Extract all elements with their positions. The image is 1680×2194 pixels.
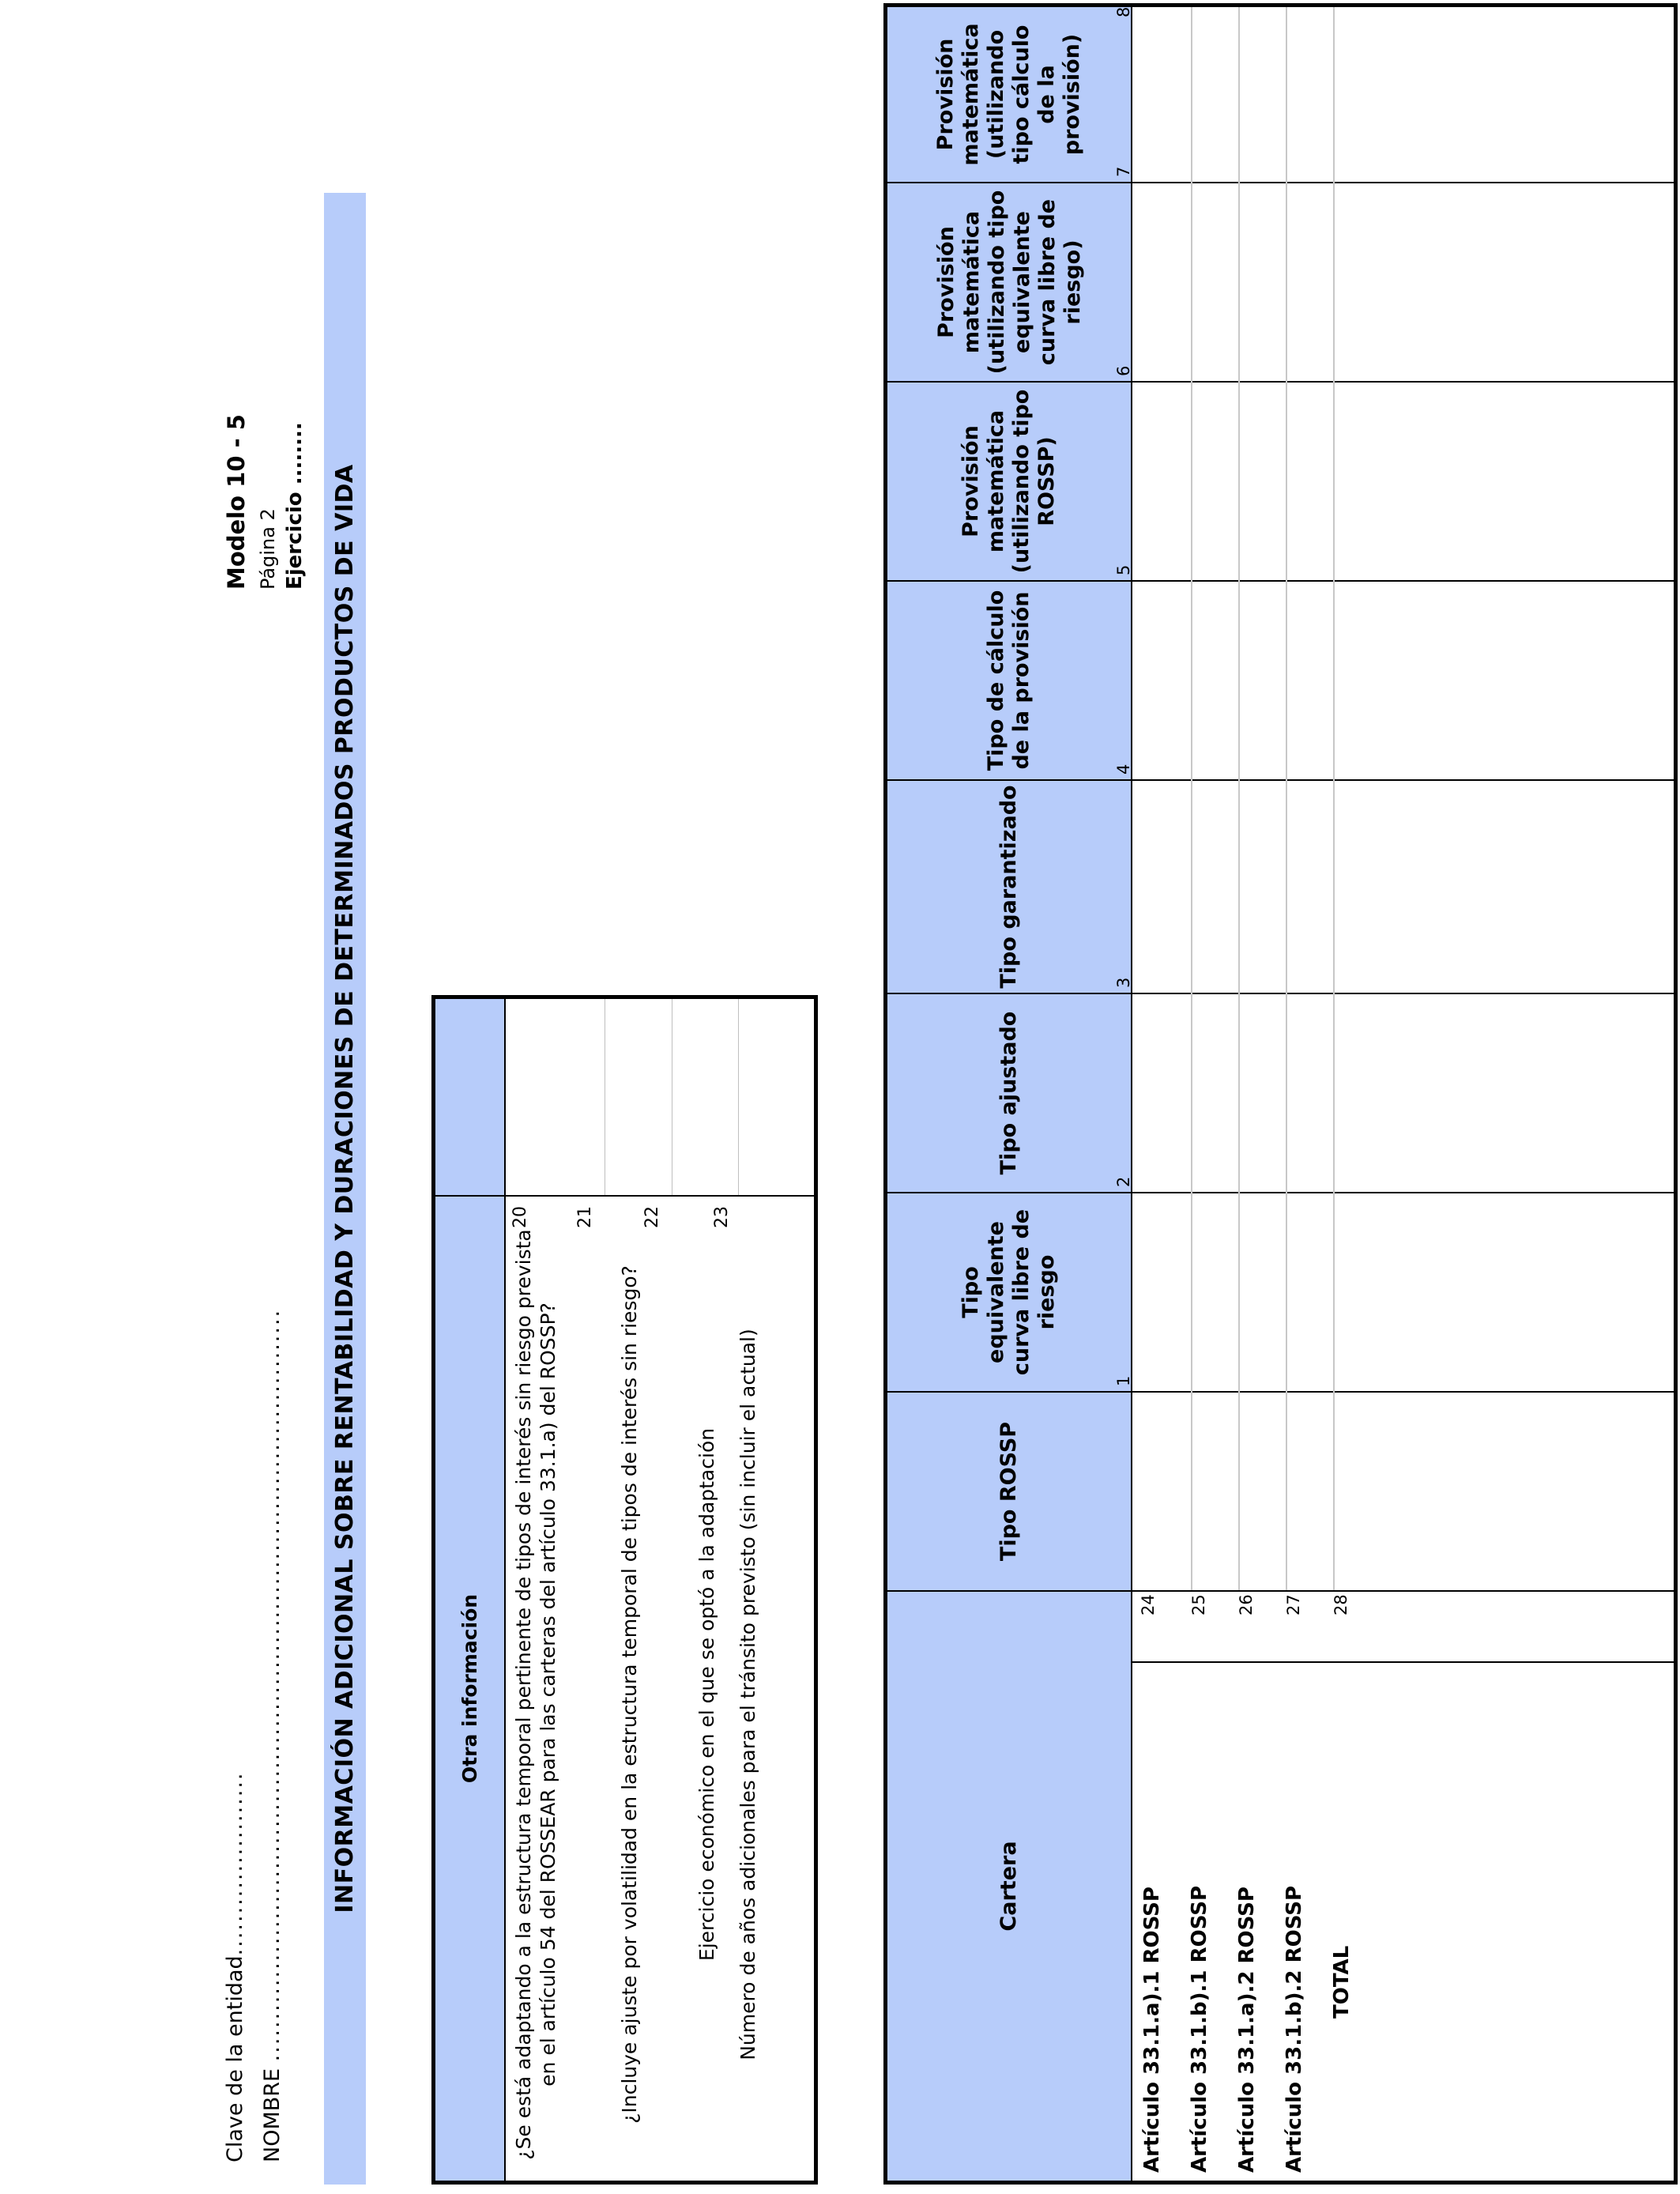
otra-info-header: Otra información — [458, 1593, 481, 1784]
row-label-3: Artículo 33.1.a).2 ROSSP — [1235, 1887, 1259, 2173]
otra-info-row-3-num: 22 — [642, 1206, 662, 1228]
modelo-label: Modelo 10 - 5 — [223, 414, 250, 590]
clave-dots[interactable]: ...................... — [223, 1771, 247, 1956]
cartera-header: Cartera — [996, 1841, 1021, 1932]
col-num-6: 6 — [1114, 365, 1133, 376]
col-header-tipo-ajustado: Tipo ajustado — [996, 1011, 1021, 1175]
row-label-4: Artículo 33.1.b).2 ROSSP — [1283, 1885, 1306, 2173]
otra-info-row-2-num: 21 — [575, 1206, 595, 1228]
col-header-provision-equivalente: Provisión matemática (utilizando tipo equivalente curva libre de riesgo) — [934, 190, 1085, 375]
clave-entidad-line — [220, 1772, 251, 2163]
otra-info-row-4-text: Número de años adicionales para el tránsito previsto (sin incluir el actual) — [736, 1329, 759, 2060]
cartera-divider — [887, 1590, 1674, 1592]
otra-info-row-3-text: Ejercicio económico en el que se optó a la adaptación — [695, 1427, 718, 1962]
clave-label: Clave de la entidad — [223, 1955, 247, 2162]
otra-info-row-3-value[interactable] — [672, 999, 738, 1195]
main-table — [883, 3, 1678, 2185]
col-num-8: 8 — [1114, 6, 1133, 17]
row-num-28: 28 — [1332, 1594, 1350, 1615]
otra-info-row-1-num: 20 — [510, 1206, 530, 1228]
col-num-1: 1 — [1114, 1375, 1133, 1386]
pagina-label: Página 2 — [257, 508, 279, 590]
row-label-1: Artículo 33.1.a).1 ROSSP — [1140, 1887, 1164, 2173]
row-label-2: Artículo 33.1.b).1 ROSSP — [1188, 1885, 1211, 2173]
col-num-2: 2 — [1114, 1176, 1133, 1187]
col-header-tipo-rossp: Tipo ROSSP — [996, 1421, 1021, 1562]
title-band — [324, 193, 366, 2185]
row-num-25: 25 — [1189, 1594, 1208, 1615]
col-header-provision-calculo: Provisión matemática (utilizando tipo cálculo de la provisión) — [933, 23, 1084, 166]
col-header-provision-rossp: Provisión matemática (utilizando tipo ROSSP) — [959, 389, 1059, 574]
row-num-24: 24 — [1139, 1594, 1158, 1615]
nombre-dots[interactable]: .......................................................................................... — [260, 1308, 284, 2062]
col-header-tipo-garantizado: Tipo garantizado — [996, 785, 1021, 989]
col-header-tipo-equivalente: Tipo equivalente curva libre de riesgo — [959, 1208, 1059, 1376]
row-num-27: 27 — [1284, 1594, 1303, 1615]
data-entry-area[interactable] — [1132, 7, 1674, 1590]
col-num-7: 7 — [1114, 166, 1133, 177]
nombre-label: NOMBRE — [260, 2068, 284, 2162]
row-label-total: TOTAL — [1330, 1945, 1354, 2019]
ejercicio-label[interactable]: Ejercicio ........ — [283, 422, 307, 590]
row-num-26: 26 — [1237, 1594, 1256, 1615]
col-header-tipo-calculo: Tipo de cálculo de la provisión — [984, 590, 1034, 771]
otra-info-row-2-value[interactable] — [605, 999, 672, 1195]
otra-info-divider — [435, 1195, 814, 1197]
otra-info-row-1-text: ¿Se está adaptando a la estructura temporal pertinente de tipos de interés sin riesgo prevista en el artículo 54 del ROSSEAR para las carteras del artículo 33.1.a) del ROSSP? — [512, 1229, 559, 2160]
rownum-top — [1131, 1592, 1132, 1663]
col-num-5: 5 — [1114, 564, 1133, 575]
col-num-4: 4 — [1114, 763, 1133, 775]
nombre-line — [257, 1309, 288, 2162]
page-title: INFORMACIÓN ADICIONAL SOBRE RENTABILIDAD Y DURACIONES DE DETERMINADOS PRODUCTOS DE VIDA — [331, 464, 359, 1913]
otra-info-row-2-text: ¿Incluye ajuste por volatilidad en la estructura temporal de tipos de interés sin riesgo? — [618, 1265, 641, 2124]
otra-informacion-table — [431, 995, 818, 2185]
col-num-3: 3 — [1114, 977, 1133, 988]
otra-info-row-4-num: 23 — [712, 1206, 732, 1228]
rownum-divider — [1131, 1661, 1674, 1663]
otra-info-row-1-value[interactable] — [506, 999, 605, 1195]
otra-info-row-4-value[interactable] — [739, 999, 810, 1195]
